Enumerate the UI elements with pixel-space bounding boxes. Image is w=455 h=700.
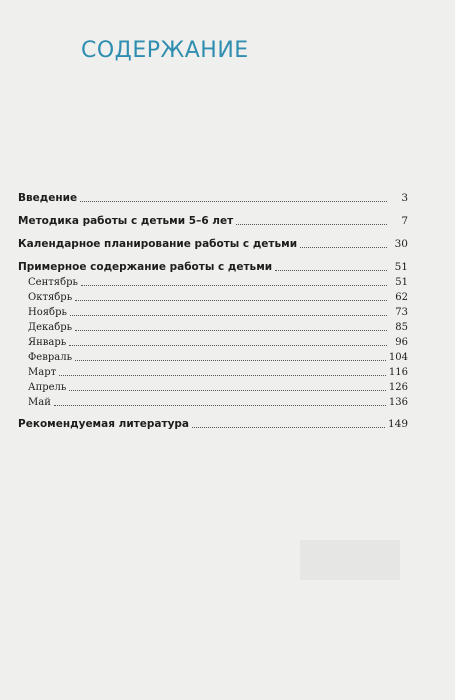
dot-leader — [81, 285, 387, 286]
toc-subentry-label: Ноябрь — [28, 307, 67, 318]
toc-subentry-label: Сентябрь — [28, 277, 78, 288]
page-title: СОДЕРЖАНИЕ — [81, 38, 249, 63]
toc-entry[interactable] — [18, 418, 408, 431]
toc-subentry[interactable] — [18, 337, 408, 349]
toc-subentry-page: 104 — [388, 352, 408, 363]
dot-leader — [69, 390, 386, 391]
toc-entry-page: 30 — [394, 238, 408, 250]
toc-subentry-page: 116 — [388, 367, 408, 378]
dot-leader — [70, 315, 387, 316]
toc-entry-page: 51 — [394, 261, 408, 273]
dot-leader — [275, 270, 387, 271]
table-of-contents — [18, 192, 408, 431]
toc-entry-label: Рекомендуемая литература — [18, 418, 190, 430]
toc-subentry[interactable] — [18, 397, 408, 409]
toc-subentry-page: 96 — [395, 337, 408, 348]
toc-entry[interactable] — [18, 215, 408, 228]
dot-leader — [54, 405, 386, 406]
toc-entry-label: Методика работы с детьми 5–6 лет — [18, 215, 234, 227]
toc-subentry-page: 126 — [388, 382, 408, 393]
toc-subentry-page: 73 — [395, 307, 408, 318]
toc-entry-label: Введение — [18, 192, 78, 204]
toc-subentry[interactable] — [18, 382, 408, 394]
dot-leader — [192, 427, 385, 428]
toc-subentry-page: 62 — [395, 292, 408, 303]
toc-subentry-page: 136 — [388, 397, 408, 408]
dot-leader — [69, 345, 387, 346]
toc-subentry-label: Апрель — [28, 382, 67, 393]
toc-entry[interactable] — [18, 261, 408, 274]
dot-leader — [59, 375, 386, 376]
toc-subentry[interactable] — [18, 322, 408, 334]
toc-subentry[interactable] — [18, 277, 408, 289]
toc-subentry-page: 51 — [395, 277, 408, 288]
dot-leader — [80, 201, 387, 202]
toc-subentry-label: Февраль — [28, 352, 73, 363]
toc-subentry-label: Март — [28, 367, 57, 378]
toc-entry-page: 7 — [401, 215, 408, 227]
toc-entry-page: 149 — [387, 418, 408, 430]
dot-leader — [236, 224, 387, 225]
toc-subentry-label: Октябрь — [28, 292, 73, 303]
toc-entry-label: Календарное планирование работы с детьми — [18, 238, 298, 250]
toc-subentry-page: 85 — [395, 322, 408, 333]
toc-subentry-label: Декабрь — [28, 322, 73, 333]
toc-entry-page: 3 — [401, 192, 408, 204]
dot-leader — [75, 330, 387, 331]
bleed-through-block — [300, 540, 400, 580]
dot-leader — [75, 360, 386, 361]
toc-subentry-label: Май — [28, 397, 51, 408]
toc-subentry[interactable] — [18, 307, 408, 319]
dot-leader — [75, 300, 387, 301]
dot-leader — [300, 247, 387, 248]
toc-subentry[interactable] — [18, 352, 408, 364]
toc-entry[interactable] — [18, 238, 408, 251]
toc-entry[interactable] — [18, 192, 408, 205]
toc-subentry[interactable] — [18, 367, 408, 379]
toc-subentry[interactable] — [18, 292, 408, 304]
toc-entry-label: Примерное содержание работы с детьми — [18, 261, 273, 273]
toc-subentry-label: Январь — [28, 337, 67, 348]
